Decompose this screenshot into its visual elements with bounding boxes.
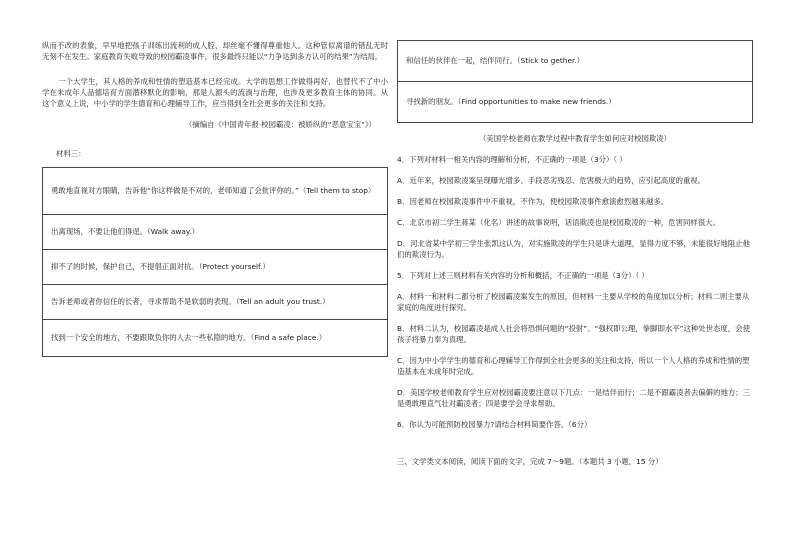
source-citation: （摘编自《中国青年报·校园霸凌：被娇纵的“恶意宝宝”》）	[184, 120, 376, 129]
intro-paragraph: 纵而不改的表象，早早地把孩子训练出流利的成人腔，却丝毫不懂得尊重他人。这种管似离谱的错乱无时无刻不在发生。家庭教育失败导致的校园霸凌事件，很多最终只能以“力争达到多方认可的结果”为结局。	[42, 41, 388, 61]
question-4-stem: 4．下列对材料一相关内容的理解和分析，不正确的一项是（3分）（ ）	[397, 155, 627, 164]
question-5-option: B．材料二认为，校园霸凌是成人社会将恐惧问题的“投射”。“强权即公理，拳脚即水平”这种处世态度，会使孩子将暴力奉为真理。	[397, 324, 750, 344]
question-4-option: A．近年来，校园欺凌案呈现曝光增多、手段恶劣残忍、危害极大的趋势，应引起高度的重视。	[397, 176, 706, 185]
table-caption: （美国学校老师在教学过程中教育学生如何应对校园欺凌）	[478, 134, 672, 143]
tip-cell: 和信任的伙伴在一起，结伴同行。（Stick to gether.）	[398, 41, 753, 82]
material-three-label: 材料三：	[56, 149, 86, 158]
table-row	[43, 285, 388, 320]
tip-cell: 找到一个安全的地方，不要跟欺负你的人去一些私隐的地方。（Find a safe place.）	[43, 320, 388, 357]
tip-cell: 告诉老师或者你信任的长者，寻求帮助不是软弱的表现。（Tell an adult you trust.）	[43, 285, 388, 320]
table-row	[43, 215, 388, 250]
question-5-option: A．材料一和材料二都分析了校园霸凌案发生的原因，但材料一主要从学校的角度加以分析；材料二则主要从家庭的角度进行探究。	[397, 292, 750, 312]
question-5-option: C．因为中小学学生的德育和心理辅导工作得到全社会更多的关注和支持，所以一个人人格的养成和性情的塑造基本在未成年时完成。	[397, 356, 750, 376]
tip-cell: 寻找新的朋友。（Find opportunities to make new friends.）	[398, 82, 753, 123]
tip-cell: 勇敢地直视对方眼睛，告诉他“你这样做是不对的，老师知道了会批评你的。”（Tell them to stop）	[43, 168, 388, 215]
question-4-option: D．河北省某中学初三学生张凯这认为，对实施欺凌的学生只是讲大道理，显得力度不够，未能很好地阻止他们的欺凌行为。	[397, 239, 751, 259]
tips-table	[42, 167, 388, 357]
question-4-option: C．北京市初二学生蒋某（化名）讲述的故事说明，话语欺凌也是校园欺凌的一种，危害同样很大。	[397, 218, 720, 227]
table-row	[43, 168, 388, 215]
tip-cell: 抑不了的时候，保护自己，不提倡正面对抗。（Protect yourself.）	[43, 250, 388, 285]
question-6: 6．你认为可能预防校园暴力?请结合材料简要作答。（6分）	[397, 420, 592, 429]
question-5-option: D．美国学校老师教育学生应对校园霸凌要注意以下几点：一是结伴而行；二是不跟霸凌者去偏僻的地方；三是勇敢理直气壮对霸凌者；四是要学会寻求帮助。	[397, 388, 751, 408]
table-row	[398, 82, 753, 123]
question-4-option: B．因老师在校园欺凌事件中不重视，不作为，使校园欺凌事件愈演愈烈越来越多。	[397, 197, 669, 206]
tip-cell: 出离现场，不要让他们得逞。（Walk away.）	[43, 215, 388, 250]
table-row	[43, 320, 388, 357]
table-row	[43, 250, 388, 285]
table-row	[398, 41, 753, 82]
question-5-stem: 5．下列对上述三则材料有关内容的分析和概括，不正确的一项是（3分）（ ）	[397, 271, 649, 280]
section-3-heading: 三、文学类文本阅读，阅读下面的文字，完成 7～9题。（本题共 3 小题，15 分）	[397, 457, 663, 466]
tips-table-continued	[397, 40, 753, 123]
paragraph-2: 一个大学生，其人格的养成和性情的塑造基本已经完成。大学的思想工作做得再好，也替代不了中小学在未成年人品德培育方面潜移默化的影响，那是人源头的流淌与治理，也涉及更多教育主体的协同。从这个意义上说，中小学的学生德育和心理辅导工作，应当得到全社会更多的关注和支持。	[42, 77, 388, 108]
right-column	[397, 40, 753, 467]
left-column	[42, 40, 388, 357]
